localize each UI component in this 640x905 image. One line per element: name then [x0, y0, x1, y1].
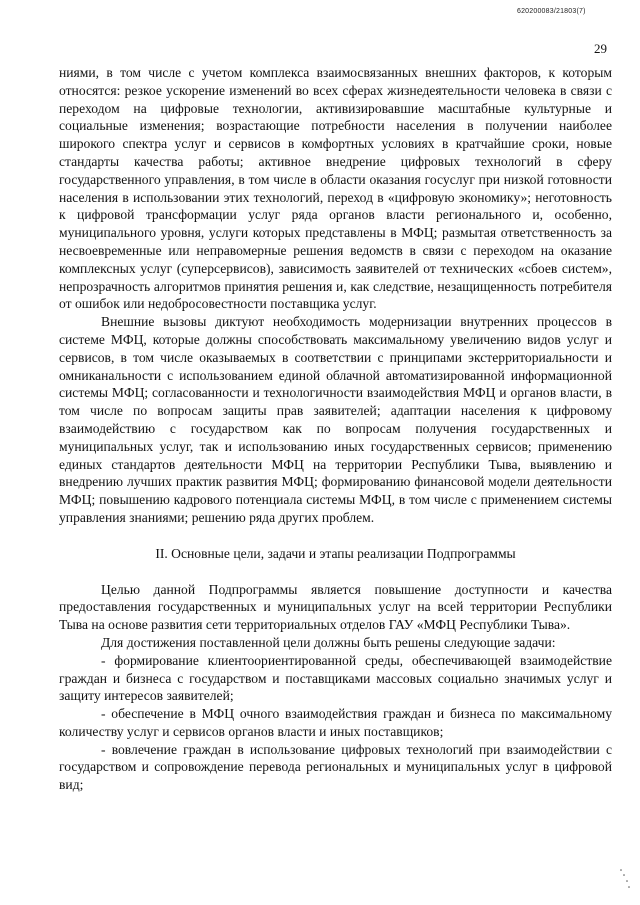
- paragraph-tasks-intro: Для достижения поставленной цели должны быть решены следующие задачи:: [101, 634, 556, 650]
- section-heading: II. Основные цели, задачи и этапы реализации Подпрограммы: [155, 545, 516, 561]
- paragraph-external-challenges: Внешние вызовы диктуют необходимость модернизации внутренних процессов в системе МФЦ, которые должны способствовать максимальному увеличению видов услуг и сервисов, в том числе оказываемых в соответствии с принципами экстерриториальности и омниканальности с использованием единой облачной автоматизированной информационной системы МФЦ; согласованности и технологичности взаимодействия МФЦ и органов власти, в том числе по вопросам защиты прав заявителей; адаптации населения к цифровому взаимодействию с государством как по вопросам получения государственных и муниципальных услуг, так и использованию иных государственных сервисов; применению единых стандартов деятельности МФЦ на территории Республики Тыва, выявлению и внедрению лучших практик развития МФЦ; формированию финансовой модели деятельности МФЦ; повышению кадрового потенциала системы МФЦ, в том числе с применением системы управления знаниями; решению ряда других проблем.: [59, 314, 612, 525]
- page-number: 29: [594, 41, 607, 56]
- document-id: 620200083/21803(7): [517, 8, 586, 15]
- task-item: - вовлечение граждан в использование цифровых технологий при взаимодействии с государством и сопровождение перевода региональных и муниципальных услуг в цифровой вид;: [59, 741, 612, 793]
- paragraph-goal: Целью данной Подпрограммы является повышение доступности и качества предоставления государственных и муниципальных услуг на всей территории Республики Тыва на основе развития сети территориальных отделов ГАУ «МФЦ Республики Тыва».: [59, 581, 612, 633]
- paragraph-continuation: ниями, в том числе с учетом комплекса взаимосвязанных внешних факторов, к которым относятся: резкое ускорение изменений во всех сферах жизнедеятельности человека в связи с переходом на цифровые технологии, активизировавшие масштабные культурные и социальные изменения; возрастающие потребности населения в получении наиболее широкого спектра услуг и сервисов в комфортных условиях в кратчайшие сроки, новые стандарты качества работы; активное внедрение цифровых технологий в сферу государственного управления, в том числе в области оказания госуслуг при низкой готовности населения в использовании этих технологий, переход в «цифровую экономику»; неготовность к цифровой трансформации услуг ряда органов власти регионального и, особенно, муниципального уровня, услуги которых представлены в МФЦ; размытая ответственность за несвоевременные или неправомерные решения ведомств в связи с переходом на оказание комплексных услуг (суперсервисов), зависимость заявителей от технических «сбоев систем», непрозрачность алгоритмов принятия решения и, как следствие, незащищенность потребителя от ошибок или недобросовестности поставщика услуг.: [59, 65, 612, 312]
- document-body: [59, 64, 612, 794]
- task-item: - обеспечение в МФЦ очного взаимодействия граждан и бизнеса по максимальному количеству услуг и сервисов органов власти и иных поставщиков;: [59, 706, 612, 739]
- scan-corner-mark: [618, 866, 632, 894]
- task-item: - формирование клиентоориентированной среды, обеспечивающей взаимодействие граждан и бизнеса с государством и поставщиками массовых социально значимых услуг и защиту интересов заявителей;: [59, 652, 612, 704]
